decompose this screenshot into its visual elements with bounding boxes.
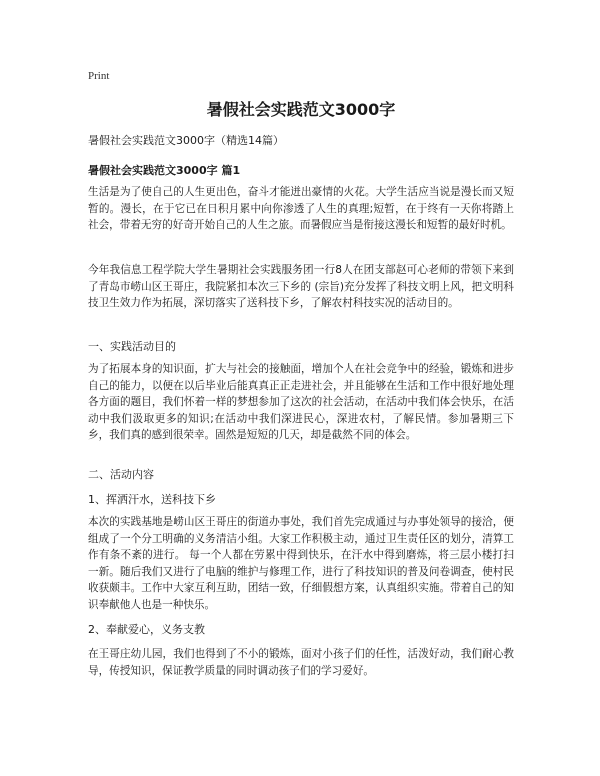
document-title: 暑假社会实践范文3000字: [206, 100, 396, 119]
heading-purpose: 一、实践活动目的: [88, 340, 176, 353]
section-heading: 暑假社会实践范文3000字 篇1: [88, 164, 241, 177]
heading-content: 二、活动内容: [88, 468, 154, 481]
paragraph-purpose: 为了拓展本身的知识面，扩大与社会的接触面，增加个人在社会竞争中的经验，锻炼和进步自己的能力，以便在以后毕业后能真真正正走进社会，并且能够在生活和工作中很好地处理各方面的题目，我们怀着一样的梦想参加了这次的社会活动，在活动中我们体会快乐，在活动中我们汲取更多的知识;在活动中我们深进民心，深进农村，了解民情。参加暑期三下乡，我们真的感到很荣幸。固然是短短的几天，却是截然不同的体会。: [88, 363, 514, 441]
heading-item-2: 2、奉献爱心，义务支教: [88, 623, 205, 636]
paragraph-intro: 生活是为了使自己的人生更出色，奋斗才能迸出豪情的火花。大学生活应当说是漫长而又短暂的。漫长，在于它已在日积月累中向你渗透了人生的真理;短暂，在于终有一天你将踏上社会，带着无穷的好奇开始自己的人生之旅。而暑假应当是衔接这漫长和短暂的最好时机。: [88, 186, 514, 231]
print-link[interactable]: Print: [88, 70, 110, 82]
paragraph-team: 今年我信息工程学院大学生暑期社会实践服务团一行8人在团支部赵可心老师的带领下来到了青岛市崂山区王哥庄，我院紧扣本次三下乡的 (宗旨)充分发挥了科技文明上风，把文明科技卫生效力作为拓展，深切落实了送科技下乡，了解农村科技实况的活动目的。: [88, 264, 514, 309]
document-subtitle: 暑假社会实践范文3000字（精选14篇）: [88, 134, 284, 147]
paragraph-item-2: 在王哥庄幼儿园，我们也得到了不小的锻炼，面对小孩子们的任性，活泼好动，我们耐心教导，传授知识，保证教学质量的同时调动孩子们的学习爱好。: [88, 648, 514, 677]
heading-item-1: 1、挥洒汗水，送科技下乡: [88, 493, 216, 506]
paragraph-item-1: 本次的实践基地是崂山区王哥庄的街道办事处，我们首先完成通过与办事处领导的接洽，便组成了一个分工明确的义务清洁小组。大家工作积极主动，通过卫生责任区的划分，清算工作有条不紊的进行。 每一个人都在劳累中得到快乐，在汗水中得到磨炼，将三层小楼打扫一新。随后我们又进行了电脑的维护与修理工作，进行了科技知识的普及问卷调查，使村民收获颇丰。工作中大家互利互助，团结一致，仔细假想方案，认真组织实施。带着自己的知识奉献他人也是一种快乐。: [88, 516, 514, 611]
